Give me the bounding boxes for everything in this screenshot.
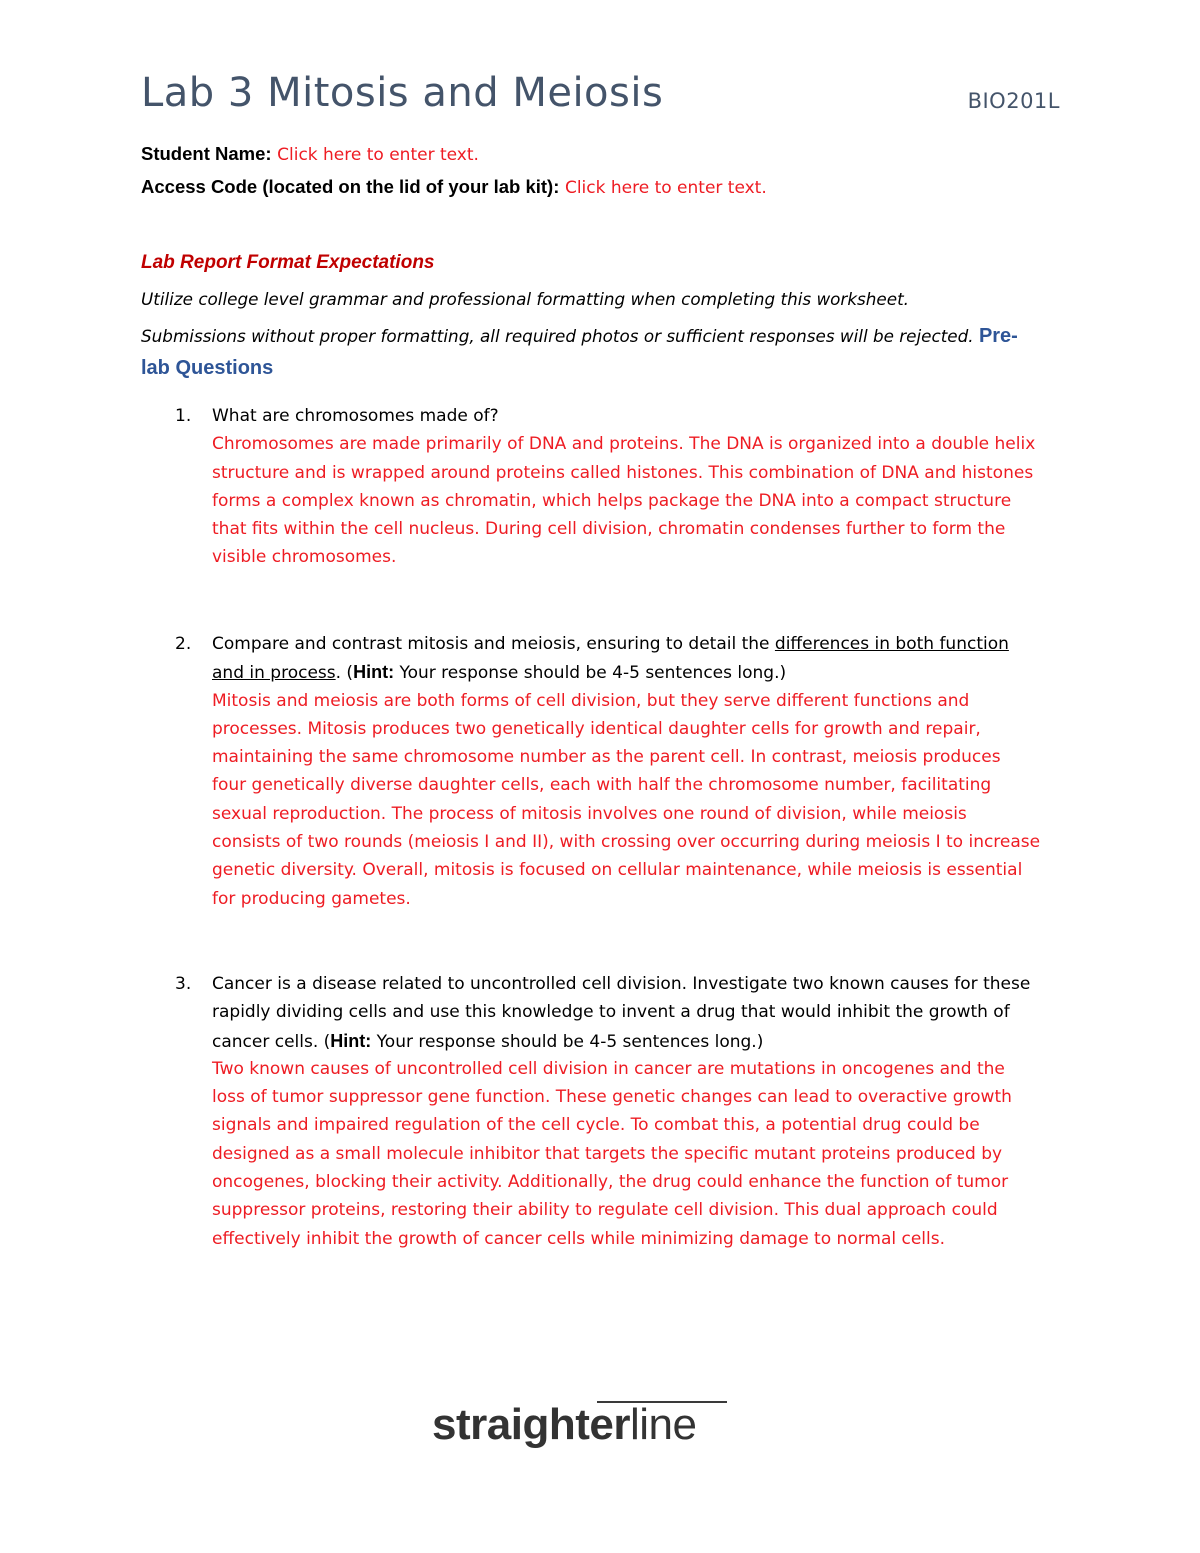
format-heading: Lab Report Format Expectations [141,252,435,273]
question-number: 1. [175,406,192,426]
hint-label: Hint: [330,1030,372,1051]
answer-line: sexual reproduction. The process of mitosis involves one round of division, while meiosis [212,803,967,824]
hint-text: Your response should be 4-5 sentences long.) [371,1031,764,1052]
answer-line: oncogenes, blocking their activity. Additionally, the drug could enhance the function of tumor [212,1172,1009,1193]
prelab-heading-part2: lab Questions [141,357,274,379]
student-name-label: Student Name: [141,143,272,164]
logo-bold-text: straighter [432,1400,630,1449]
straighterline-logo [432,1397,762,1457]
answer-line: processes. Mitosis produces two genetically identical daughter cells for growth and repair, [212,718,981,739]
document-title: Lab 3 Mitosis and Meiosis [141,70,664,116]
answer-line: signals and impaired regulation of the cell cycle. To combat this, a potential drug could be [212,1115,980,1136]
format-line-2-text: Submissions without proper formatting, all required photos or sufficient responses will be rejected. [141,326,974,346]
question-prompt-line [212,630,1072,658]
access-code-row [141,176,767,198]
logo-light-text: line [629,1400,697,1449]
question-number: 3. [175,974,192,994]
format-line-2 [141,325,1018,348]
answer-line: effectively inhibit the growth of cancer cells while minimizing damage to normal cells. [212,1228,946,1249]
question-body [212,402,1072,572]
format-line-1: Utilize college level grammar and professional formatting when completing this worksheet. [141,289,909,309]
question-prompt-line: rapidly dividing cells and use this knowledge to invent a drug that would inhibit the growth of [212,1002,1010,1023]
answer-line: Chromosomes are made primarily of DNA and proteins. The DNA is organized into a double helix [212,434,1036,455]
question-prompt-line [212,1027,1072,1055]
answer-line: for producing gametes. [212,888,411,909]
hint-label: Hint: [353,662,395,683]
access-code-field[interactable]: Click here to enter text. [564,178,767,198]
student-name-row [141,143,479,165]
answer-line: visible chromosomes. [212,547,397,568]
answer-line: genetic diversity. Overall, mitosis is focused on cellular maintenance, while meiosis is essential [212,860,1023,881]
course-code: BIO201L [967,89,1060,113]
answer-line: designed as a small molecule inhibitor that targets the specific mutant proteins produced by [212,1143,1003,1164]
prompt-text: cancer cells. ( [212,1031,331,1052]
question-prompt-line: Cancer is a disease related to uncontrolled cell division. Investigate two known causes for these [212,974,1031,994]
prompt-underlined: differences in both function [774,634,1009,654]
prelab-heading-part1: Pre- [978,325,1018,347]
access-code-label: Access Code (located on the lid of your lab kit): [141,176,560,197]
answer-line: maintaining the same chromosome number as the parent cell. In contrast, meiosis produces [212,747,1001,768]
answer-line: Two known causes of uncontrolled cell division in cancer are mutations in oncogenes and the [212,1058,1005,1079]
answer-text[interactable] [212,430,1072,571]
answer-line: structure and is wrapped around proteins called histones. This combination of DNA and histones [212,462,1034,483]
answer-line: consists of two rounds (meiosis I and II), with crossing over occurring during meiosis I to increase [212,832,1041,853]
question-prompt-line [212,658,1072,686]
answer-line: that fits within the cell nucleus. During cell division, chromatin condenses further to form the [212,519,1006,540]
question-number: 2. [175,634,192,654]
logo-wordmark [432,1399,696,1450]
answer-line: loss of tumor suppressor gene function. These genetic changes can lead to overactive growth [212,1087,1012,1108]
prompt-underlined: and in process [212,663,336,684]
answer-line: four genetically diverse daughter cells, each with half the chromosome number, facilitating [212,775,992,796]
question-body [212,630,1072,913]
answer-text[interactable] [212,687,1072,913]
prompt-text: Compare and contrast mitosis and meiosis, ensuring to detail the [212,634,775,654]
question-body [212,970,1072,1253]
prompt-text: . ( [335,663,354,684]
answer-text[interactable] [212,1055,1072,1253]
hint-text: Your response should be 4-5 sentences long.) [394,663,787,684]
answer-line: forms a complex known as chromatin, which helps package the DNA into a compact structure [212,490,1012,511]
answer-line: suppressor proteins, restoring their ability to regulate cell division. This dual approach could [212,1200,998,1221]
answer-line: Mitosis and meiosis are both forms of cell division, but they serve different functions and [212,690,970,711]
question-prompt: What are chromosomes made of? [212,406,499,426]
student-name-field[interactable]: Click here to enter text. [277,145,479,165]
